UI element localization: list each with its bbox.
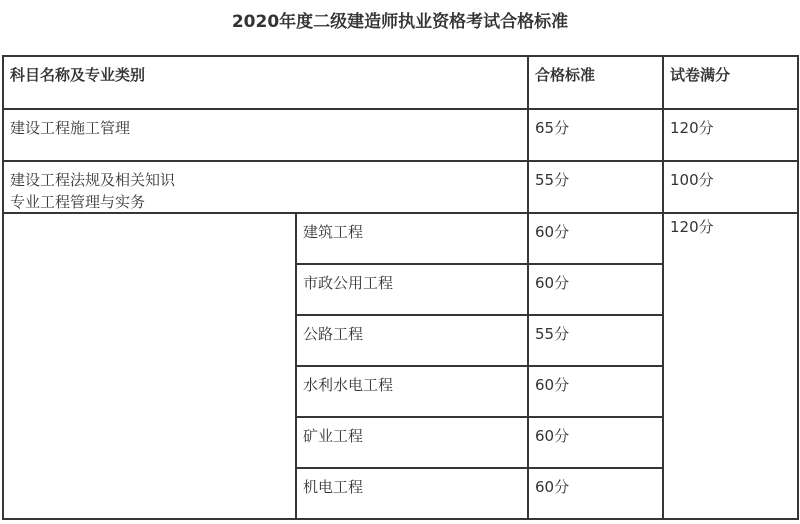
subject-cell: 建设工程施工管理 [3, 109, 528, 161]
practical-full-score-label: 120分 [670, 218, 714, 236]
specialty-cell: 建筑工程 [296, 213, 528, 264]
practical-full-score-cell [663, 213, 798, 519]
pass-score-cell: 60分 [528, 366, 663, 417]
header-cell-full-score: 试卷满分 [663, 56, 798, 109]
specialty-cell: 公路工程 [296, 315, 528, 366]
pass-score-cell: 60分 [528, 213, 663, 264]
pass-score-cell: 60分 [528, 417, 663, 468]
page-title: 2020年度二级建造师执业资格考试合格标准 [231, 12, 569, 32]
specialty-cell: 市政公用工程 [296, 264, 528, 315]
pass-score-cell: 55分 [528, 315, 663, 366]
specialty-cell: 机电工程 [296, 468, 528, 519]
full-score-cell: 100分 [663, 161, 798, 213]
header-cell-pass-score: 合格标准 [528, 56, 663, 109]
pass-score-cell: 55分 [528, 161, 663, 213]
pass-score-cell: 60分 [528, 468, 663, 519]
practical-subject-label: 专业工程管理与实务 [10, 193, 146, 211]
table-header-row [3, 56, 798, 109]
full-score-cell: 120分 [663, 109, 798, 161]
specialty-cell: 水利水电工程 [296, 366, 528, 417]
specialty-cell: 矿业工程 [296, 417, 528, 468]
table-row [3, 109, 798, 161]
table-row [3, 213, 798, 264]
practical-subject-cell [3, 193, 296, 519]
subject-cell: 建设工程法规及相关知识 [3, 161, 528, 213]
pass-score-cell: 65分 [528, 109, 663, 161]
header-cell-subject: 科目名称及专业类别 [3, 56, 528, 109]
pass-score-cell: 60分 [528, 264, 663, 315]
score-table [2, 55, 799, 520]
